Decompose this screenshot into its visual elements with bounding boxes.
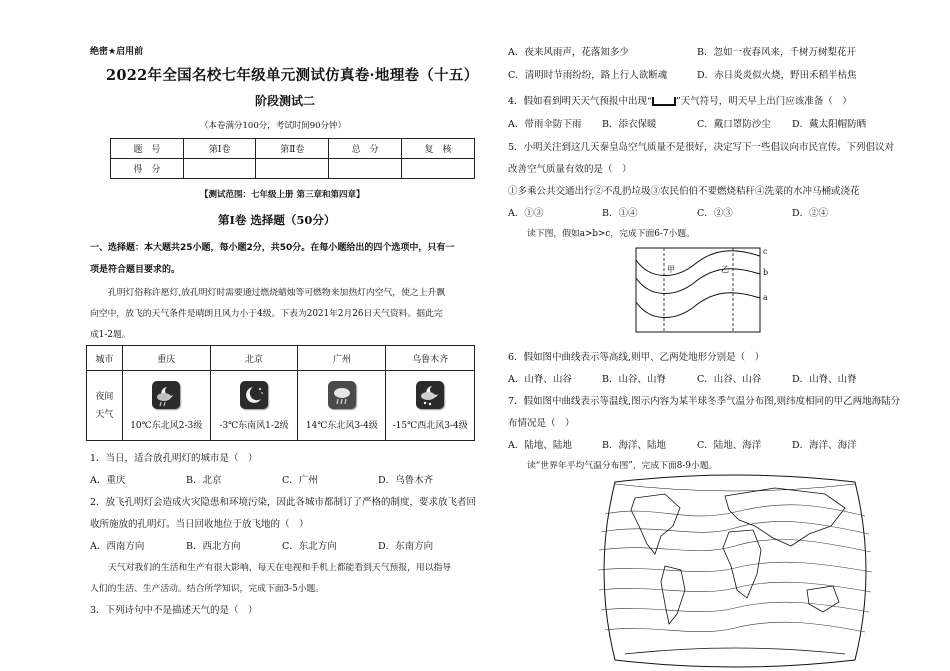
- weather-table: [86, 345, 475, 441]
- label-c: c: [763, 247, 768, 256]
- q3-option-a[interactable]: A．夜来风雨声，花落知多少: [508, 47, 629, 58]
- q4-option-a[interactable]: A．带雨伞防下雨: [508, 119, 582, 130]
- q2-option-c[interactable]: C．东北方向: [282, 541, 337, 552]
- score-cell[interactable]: [329, 159, 402, 179]
- curve-b: [636, 269, 760, 294]
- q4-stem-pre: 4．假如看到明天天气预报中出现“: [508, 96, 652, 107]
- question-5-stem: 5．小明关注到这几天秦皇岛空气质量不是很好，决定写下一些倡议向市民宣传。下列倡议对: [508, 142, 895, 153]
- question-3-stem: 3．下列诗句中不是描述天气的是（ ）: [90, 605, 258, 616]
- q1-option-b[interactable]: B．北京: [186, 475, 222, 486]
- passage-line: 成1-2题。: [90, 330, 131, 340]
- question-7-stem: 7．假如图中曲线表示等温线,图示内容为某半球冬季气温分布图,则纬度相同的甲乙两地海陆分: [508, 396, 901, 407]
- question-7-stem: 布情况是（ ）: [508, 418, 575, 429]
- paper-subtitle: 阶段测试二: [255, 94, 316, 108]
- secret-label: 绝密★启用前: [90, 47, 144, 57]
- q6-option-c[interactable]: C．山谷、山谷: [697, 374, 762, 385]
- q1-option-a[interactable]: A．重庆: [90, 475, 126, 486]
- section-title: 第Ⅰ卷 选择题（50分）: [218, 213, 336, 227]
- score-header: 第Ⅰ卷: [183, 139, 256, 159]
- q3-option-c[interactable]: C．清明时节雨纷纷，路上行人欲断魂: [508, 70, 668, 81]
- score-cell[interactable]: [402, 159, 475, 179]
- q2-option-a[interactable]: A．西南方向: [90, 541, 145, 552]
- q5-option-d[interactable]: D．②④: [792, 208, 829, 219]
- q1-option-c[interactable]: C．广州: [282, 475, 318, 486]
- label-yi: 乙: [721, 265, 729, 274]
- passage-line: 读“世界年平均气温分布图”，完成下面8-9小题。: [527, 461, 718, 471]
- q5-option-a[interactable]: A．①③: [508, 208, 544, 219]
- question-5-stem: 改善空气质量有效的是（ ）: [508, 164, 632, 175]
- q4-option-c[interactable]: C．戴口罩防沙尘: [697, 119, 771, 130]
- city-name: 北京: [210, 346, 298, 371]
- question-6-stem: 6．假如图中曲线表示等高线,则甲、乙两处地形分别是（ ）: [508, 352, 765, 363]
- question-4-stem: [508, 93, 852, 107]
- q7-option-a[interactable]: A．陆地、陆地: [508, 440, 572, 451]
- q2-option-b[interactable]: B．西北方向: [186, 541, 241, 552]
- weather-info: -3℃东南风1-2级: [219, 420, 289, 431]
- q5-option-c[interactable]: C．②③: [697, 208, 733, 219]
- city-name: 乌鲁木齐: [386, 346, 475, 371]
- instruction-line: 项是符合题目要求的。: [90, 265, 181, 275]
- score-header: 第Ⅱ卷: [256, 139, 329, 159]
- night-label: 夜间: [95, 391, 114, 402]
- score-cell[interactable]: [183, 159, 256, 179]
- score-row-label: 得 分: [111, 159, 184, 179]
- q3-option-b[interactable]: B．忽如一夜春风来，千树万树梨花开: [697, 47, 856, 58]
- weather-info: 10℃东北风2-3级: [130, 420, 203, 431]
- cloudy-moon-rain-icon: [152, 381, 180, 409]
- score-cell[interactable]: [256, 159, 329, 179]
- q6-option-b[interactable]: B．山谷、山脊: [602, 374, 666, 385]
- weather-info: 14℃东北风3-4级: [305, 420, 378, 431]
- q6-option-d[interactable]: D．山脊、山脊: [792, 374, 857, 385]
- q7-option-b[interactable]: B．海洋、陆地: [602, 440, 666, 451]
- world-temperature-map: [595, 474, 875, 669]
- weather-info: -15℃西北风3-4级: [392, 420, 468, 431]
- city-name: 重庆: [122, 346, 210, 371]
- curve-c: [636, 251, 760, 276]
- score-header: 题 号: [111, 139, 184, 159]
- passage-line: 人们的生活、生产活动。结合所学知识，完成下面3-5小题。: [90, 584, 325, 594]
- label-a: a: [763, 293, 768, 302]
- label-jia: 甲: [667, 265, 675, 274]
- clear-night-moon-icon: [240, 381, 268, 409]
- q7-option-d[interactable]: D．海洋、海洋: [792, 440, 857, 451]
- q3-option-d[interactable]: D．赤日炎炎似火烧，野田禾稻半枯焦: [697, 70, 857, 81]
- question-2-stem: 收所施放的孔明灯。当日回收地位于放飞地的（ ）: [90, 519, 309, 530]
- score-header: 总 分: [329, 139, 402, 159]
- question-2-stem: 2．放飞孔明灯会造成火灾隐患和环境污染，因此各城市都制订了严格的制度，要求放飞者回: [90, 497, 477, 508]
- city-name: 广州: [298, 346, 386, 371]
- right-column: [475, 0, 950, 671]
- q6-option-a[interactable]: A．山脊、山谷: [508, 374, 572, 385]
- night-label: 天气: [95, 409, 114, 420]
- q5-option-b[interactable]: B．①④: [602, 208, 638, 219]
- curve-a: [636, 293, 760, 318]
- paper-title: 2022年全国名校七年级单元测试仿真卷·地理卷（十五）: [106, 67, 479, 84]
- cloud-rain-icon: [328, 381, 356, 409]
- test-scope: 【测试范围：七年级上册 第三章和第四章】: [200, 190, 365, 200]
- city-header: 城市: [87, 346, 123, 371]
- passage-line: 读下图，假如a>b>c，完成下面6-7小题。: [527, 229, 695, 239]
- sandstorm-weather-symbol-icon: [652, 97, 676, 106]
- question-1-stem: 1．当日，适合放孔明灯的城市是（ ）: [90, 453, 258, 464]
- q1-option-d[interactable]: D．乌鲁木齐: [378, 475, 434, 486]
- q7-option-c[interactable]: C．陆地、海洋: [697, 440, 762, 451]
- label-b: b: [763, 268, 769, 277]
- cloudy-moon-snow-icon: [416, 381, 444, 409]
- contour-figure: [635, 242, 775, 342]
- q4-stem-post: ”天气符号，明天早上出门应该准备（ ）: [675, 96, 852, 107]
- q2-option-d[interactable]: D．东南方向: [378, 541, 434, 552]
- passage-line: 天气对我们的生活和生产有很大影响，每天在电视和手机上都能看到天气预报，用以指导: [108, 563, 452, 573]
- q4-option-b[interactable]: B．添衣保暖: [602, 119, 657, 130]
- q4-option-d[interactable]: D．戴太阳帽防晒: [792, 119, 867, 130]
- exam-note: （本卷满分100分，考试时间90分钟）: [200, 121, 347, 131]
- passage-line: 孔明灯俗称许愿灯,放孔明灯时需要通过燃烧蜡烛等可燃物来加热灯内空气，使之上升飘: [108, 288, 446, 298]
- score-header: 复 核: [402, 139, 475, 159]
- instruction-line: 一、选择题：本大题共25小题，每小题2分，共50分。在每小题给出的四个选项中，只有一: [90, 243, 455, 253]
- passage-line: 向空中，放飞的天气条件是晴朗且风力小于4级。下表为2021年2月26日天气资料。据此完: [90, 309, 443, 319]
- q5-items: ①多乘公共交通出行②不乱扔垃圾③农民伯伯不要燃烧秸秆④洗菜的水冲马桶或浇花: [508, 186, 860, 197]
- score-table: [110, 138, 475, 179]
